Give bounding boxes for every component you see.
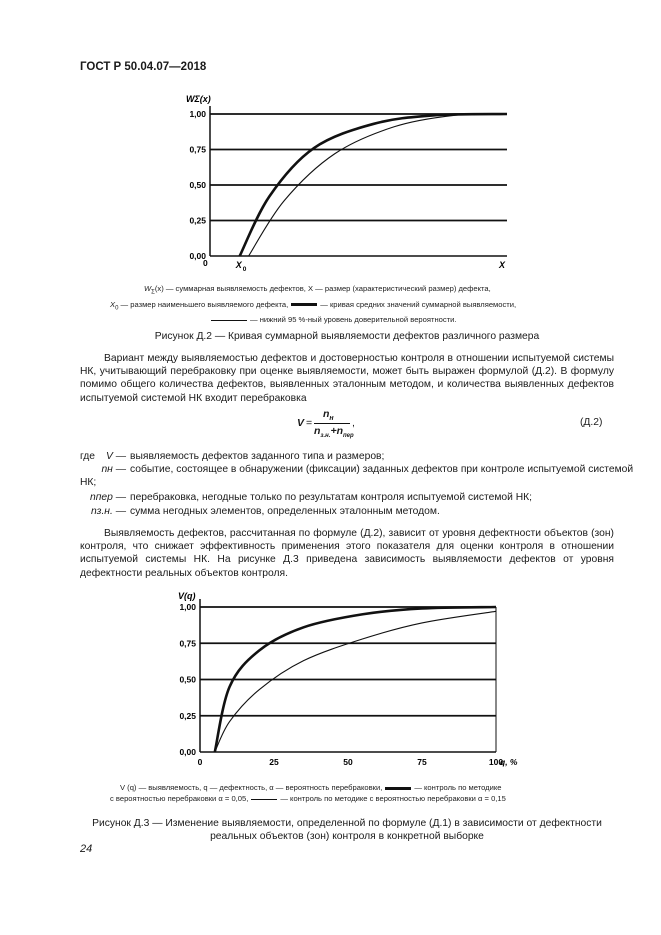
formula-number: (Д.2) [580, 417, 603, 428]
paragraph-1: Вариант между выявляемостью дефектов и достоверностью контроля в отношении испытуемой системы НК, учитывающий перебраковку при оценке выявляемости, может быть выражен формулой (Д.2). В формулу помимо общего количества дефектов, выявленных эталонным методом, и количества выявленных дефектов испытуемой системой НК входит перебраковка [80, 353, 614, 404]
thin-line-swatch-d3 [251, 799, 277, 800]
d3-xtick-label: 0 [197, 757, 203, 767]
definition-text: НК; [80, 477, 97, 488]
d2-x0-label: X [235, 260, 242, 270]
definition-text: сумма негодных элементов, определенных эталонным методом. [130, 506, 440, 517]
definition-term: nпер — [89, 492, 126, 503]
figure-d2-caption: Рисунок Д.2 — Кривая суммарной выявляемости дефектов различного размера [154, 331, 540, 342]
thick-line-swatch [291, 303, 317, 306]
figure-d3-caption-line-2: реальных объектов (зон) контроля в конкретной выборке [210, 831, 484, 843]
definition-term: nн — [101, 464, 126, 475]
formula-fraction-bar [314, 423, 350, 424]
definition-term: nз.н. — [90, 506, 126, 517]
legend3-line-1c: — контроль по методике [414, 783, 502, 792]
d2-ytick-label: 0,50 [189, 180, 206, 190]
legend-line-2b: — кривая средних значений суммарной выявляемости, [320, 299, 517, 309]
d3-xtick-label: 25 [269, 757, 279, 767]
d2-x0-sub: 0 [242, 266, 247, 273]
legend-w-sub: Σ [151, 289, 155, 296]
paragraph-2: Выявляемость дефектов, рассчитанная по формуле (Д.2), зависит от уровня дефектности объектов (зон) контроля, что снижает эффективность применения этого показателя для оценки контроля в отношении испытуемой системы НК. На рисунке Д.3 приведена зависимость выявляемости дефектов от уровня дефектности реальных объектов контроля. [80, 528, 614, 579]
figure-d2-legend [110, 283, 588, 325]
figure-d2-chart [170, 88, 530, 273]
d3-series-alpha-015-line [215, 611, 496, 752]
d2-x-origin-label: 0 [203, 258, 208, 268]
legend-line-2a: — размер наименьшего выявляемого дефекта, [118, 299, 289, 309]
d3-ytick-label: 0,50 [179, 674, 196, 685]
formula-denominator: $n_{з.н.}+n_{пер}$ [314, 425, 354, 440]
formula-comma: , [352, 417, 355, 429]
definition-text: событие, состоящее в обнаружении (фиксации) заданных дефектов при контроле испытуемой системой [130, 464, 634, 475]
d3-ytick-label: 0,25 [179, 710, 196, 721]
legend3-line-2b: — контроль по методике с вероятностью перебраковки α = 0,15 [280, 794, 506, 803]
d2-ytick-label: 0,00 [189, 251, 206, 261]
document-header: ГОСТ Р 50.04.07—2018 [80, 61, 207, 73]
thin-line-swatch [211, 320, 247, 321]
d3-ytick-label: 0,00 [179, 747, 196, 757]
d3-ytick-label: 1,00 [179, 602, 196, 612]
d3-xtick-label: 100 [488, 757, 504, 767]
d3-xlabel: q, % [500, 757, 518, 767]
d2-ylabel: WΣ(x) [186, 94, 211, 104]
d3-xtick-label: 50 [343, 757, 353, 767]
d3-xtick-label: 75 [417, 757, 427, 767]
thick-line-swatch-d3 [385, 787, 411, 790]
page-number: 24 [80, 843, 93, 855]
d3-ylabel: V(q) [178, 591, 196, 601]
d2-ytick-label: 1,00 [189, 109, 206, 119]
legend-x0-sub: 0 [115, 305, 119, 312]
definitions-where: где [80, 451, 96, 462]
legend3-line-1: V (q) — выявляемость, q — дефектность, α — вероятность перебраковки, [120, 783, 383, 792]
figure-d3-caption-line-1: Рисунок Д.3 — Изменение выявляемости, определенной по формуле (Д.1) в зависимости от дефектности [92, 818, 602, 829]
legend3-line-2a: с вероятностью перебраковки α = 0,05, [110, 794, 249, 803]
d3-ytick-label: 0,75 [179, 638, 196, 649]
definition-text: перебраковка, негодные только по результатам контроля испытуемой системой НК; [130, 492, 533, 503]
legend-line-1: (x) — суммарная выявляемость дефектов, X — размер (характеристический размер) дефекта, [154, 284, 491, 293]
formula-numerator: $n_н$ [323, 408, 334, 423]
d2-ytick-label: 0,75 [189, 144, 206, 155]
d2-xlabel: X [499, 260, 506, 270]
figure-d3-legend [110, 782, 590, 804]
definition-term: V — [105, 451, 126, 462]
figure-d3-chart [160, 585, 540, 775]
figure-d3-caption [80, 817, 614, 843]
legend-line-3: — нижний 95 %-ный уровень доверительной вероятности. [250, 315, 457, 325]
legend-x0-symbol: X [110, 299, 116, 309]
definition-text: выявляемость дефектов заданного типа и размеров; [130, 451, 385, 462]
d2-ytick-label: 0,25 [189, 215, 206, 226]
legend-w-symbol: W [144, 284, 152, 293]
formula-lhs: V [297, 417, 305, 429]
